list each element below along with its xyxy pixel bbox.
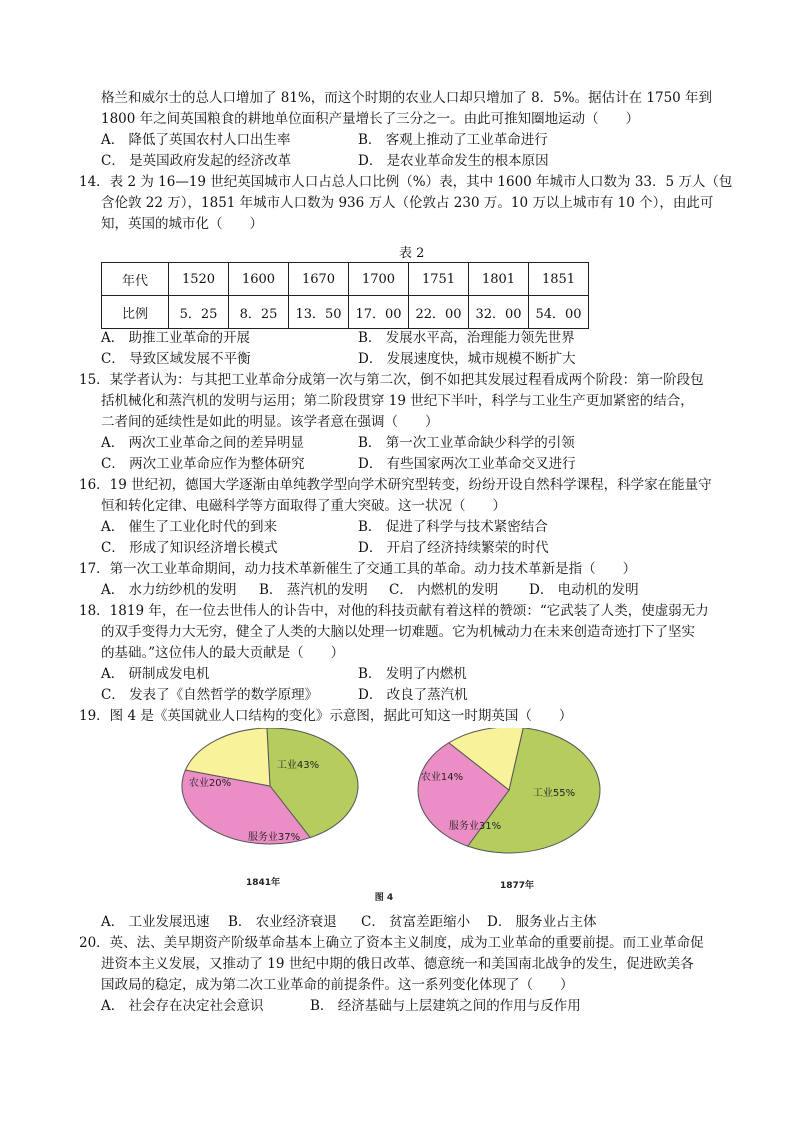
q18-option-a: A． 研制成发电机 bbox=[101, 666, 210, 682]
pie-label: 服务业37% bbox=[247, 832, 301, 843]
table-cell: 1700 bbox=[349, 263, 409, 296]
table-cell: 1520 bbox=[169, 263, 229, 296]
q15-option-d: D． 有些国家两次工业革命交叉进行 bbox=[358, 456, 576, 472]
q15-stem-line2: 括机械化和蒸汽机的发明与运用；第二阶段贯穿 19 世纪下半叶，科学与工业生产更加紧密的结合， bbox=[101, 393, 694, 409]
q14-stem-line1: 14．表 2 为 16—19 世纪英国城市人口占总人口比例（%）表，其中 1600 年城市人口数为 33．5 万人（包 bbox=[79, 174, 733, 190]
q13-option-d: D． 是农业革命发生的根本原因 bbox=[358, 153, 549, 169]
q14-option-a: A． 助推工业革命的开展 bbox=[101, 330, 251, 346]
q20-stem-line2: 进资本主义发展，又推动了 19 世纪中期的俄日改革、德意统一和美国南北战争的发生，促进欧美各 bbox=[101, 956, 694, 972]
pie-label: 服务业31% bbox=[448, 821, 502, 832]
q17-stem-line1: 17．第一次工业革命期间，动力技术革新催生了交通工具的革命。动力技术革新是指（ ） bbox=[79, 561, 637, 577]
table-cell: 54．00 bbox=[529, 296, 589, 329]
q17-option-d: D． 电动机的发明 bbox=[529, 582, 639, 598]
q19-option-c: C． 贫富差距缩小 bbox=[361, 914, 471, 930]
pie-chart-1877 bbox=[418, 728, 600, 853]
pie-label: 工业43% bbox=[276, 760, 320, 771]
q16-stem-line2: 恒和转化定律、电磁科学等方面取得了重大突破。这一状况（ ） bbox=[101, 498, 506, 514]
q19-option-b: B． 农业经济衰退 bbox=[228, 914, 337, 930]
table-cell: 1751 bbox=[409, 263, 469, 296]
q20-stem-line3: 国政局的稳定，成为第二次工业革命的前提条件。这一系列变化体现了（ ） bbox=[101, 977, 574, 993]
q13-stem-line1: 格兰和威尔士的总人口增加了 81%，而这个时期的农业人口却只增加了 8．5%。据估计在 1750 年到 bbox=[101, 90, 713, 106]
q13-option-c: C． 是英国政府发起的经济改革 bbox=[101, 153, 292, 169]
population-table bbox=[101, 262, 589, 329]
q17-option-b: B． 蒸汽机的发明 bbox=[259, 582, 368, 598]
q16-option-d: D． 开启了经济持续繁荣的时代 bbox=[358, 540, 549, 556]
q15-option-c: C． 两次工业革命应作为整体研究 bbox=[101, 456, 305, 472]
q19-option-a: A． 工业发展迅速 bbox=[101, 914, 210, 930]
pie-title-1841: 1841年 bbox=[245, 878, 281, 888]
table-caption: 表 2 bbox=[399, 246, 425, 261]
q17-option-a: A． 水力纺纱机的发明 bbox=[101, 582, 237, 598]
q16-option-b: B． 促进了科学与技术紧密结合 bbox=[358, 519, 548, 535]
q19-option-d: D． 服务业占主体 bbox=[487, 914, 597, 930]
q15-stem-line3: 二者间的延续性是如此的明显。该学者意在强调（ ） bbox=[101, 414, 439, 430]
table-cell: 8．25 bbox=[229, 296, 289, 329]
pie-label: 工业55% bbox=[532, 788, 576, 799]
table-cell: 1801 bbox=[469, 263, 529, 296]
q20-option-b: B． 经济基础与上层建筑之间的作用与反作用 bbox=[310, 998, 581, 1014]
q18-option-d: D． 改良了蒸汽机 bbox=[358, 687, 468, 703]
employment-structure-figure bbox=[0, 728, 794, 918]
q14-option-b: B． 发展水平高，治理能力领先世界 bbox=[358, 330, 575, 346]
q18-stem-line1: 18．1819 年，在一位去世伟人的讣告中，对他的科技贡献有着这样的赞颂：“它武装了人类，使虚弱无力 bbox=[79, 603, 709, 619]
table-header-year: 年代 bbox=[102, 263, 169, 296]
q14-option-c: C． 导致区域发展不平衡 bbox=[101, 351, 251, 367]
q14-option-d: D． 发展速度快，城市规模不断扩大 bbox=[358, 351, 576, 367]
q19-stem-line1: 19．图 4 是《英国就业人口结构的变化》示意图，据此可知这一时期英国（ ） bbox=[79, 708, 573, 724]
table-cell: 5．25 bbox=[169, 296, 229, 329]
table-row-ratios bbox=[102, 296, 589, 329]
pie-chart-1841 bbox=[182, 728, 358, 844]
q16-option-a: A． 催生了工业化时代的到来 bbox=[101, 519, 278, 535]
table-cell: 13．50 bbox=[289, 296, 349, 329]
q18-option-c: C． 发表了《自然哲学的数学原理》 bbox=[101, 687, 319, 703]
table-cell: 1600 bbox=[229, 263, 289, 296]
table-cell: 1670 bbox=[289, 263, 349, 296]
q13-stem-line2: 1800 年之间英国粮食的耕地单位面积产量增长了三分之一。由此可推知圈地运动（ ） bbox=[101, 111, 640, 127]
pie-label: 农业20% bbox=[188, 778, 232, 789]
q16-stem-line1: 16．19 世纪初，德国大学逐渐由单纯教学型向学术研究型转变，纷纷开设自然科学课程，科学家在能量守 bbox=[79, 477, 712, 493]
table-row-years bbox=[102, 263, 589, 296]
pie-label: 农业14% bbox=[420, 772, 464, 783]
q20-option-a: A． 社会存在决定社会意识 bbox=[101, 998, 264, 1014]
pie-title-1877: 1877年 bbox=[499, 881, 535, 891]
q18-option-b: B． 发明了内燃机 bbox=[358, 666, 467, 682]
q14-stem-line3: 知，英国的城市化（ ） bbox=[101, 216, 263, 232]
figure-caption: 图 4 bbox=[374, 893, 394, 903]
q13-option-a: A． 降低了英国农村人口出生率 bbox=[101, 132, 291, 148]
q16-option-c: C． 形成了知识经济增长模式 bbox=[101, 540, 278, 556]
q15-option-a: A． 两次工业革命之间的差异明显 bbox=[101, 435, 305, 451]
q15-option-b: B． 第一次工业革命缺少科学的引领 bbox=[358, 435, 575, 451]
q18-stem-line2: 的双手变得力大无穷，健全了人类的大脑以处理一切难题。它为机械动力在未来创造奇迹打下了坚实 bbox=[101, 624, 695, 640]
q15-stem-line1: 15．某学者认为：与其把工业革命分成第一次与第二次，倒不如把其发展过程看成两个阶段：第一阶段包 bbox=[79, 372, 704, 388]
q20-stem-line1: 20．英、法、美早期资产阶级革命基本上确立了资本主义制度，成为工业革命的重要前提。而工业革命促 bbox=[79, 935, 704, 951]
table-cell: 22．00 bbox=[409, 296, 469, 329]
table-cell: 1851 bbox=[529, 263, 589, 296]
q13-option-b: B． 客观上推动了工业革命进行 bbox=[358, 132, 548, 148]
table-header-ratio: 比例 bbox=[102, 296, 169, 329]
q14-stem-line2: 含伦敦 22 万），1851 年城市人口数为 936 万人（伦敦占 230 万。10 万以上城市有 10 个），由此可 bbox=[101, 195, 714, 211]
q18-stem-line3: 的基础。”这位伟人的最大贡献是（ ） bbox=[101, 645, 345, 661]
q17-option-c: C． 内燃机的发明 bbox=[389, 582, 499, 598]
table-cell: 17．00 bbox=[349, 296, 409, 329]
table-cell: 32．00 bbox=[469, 296, 529, 329]
